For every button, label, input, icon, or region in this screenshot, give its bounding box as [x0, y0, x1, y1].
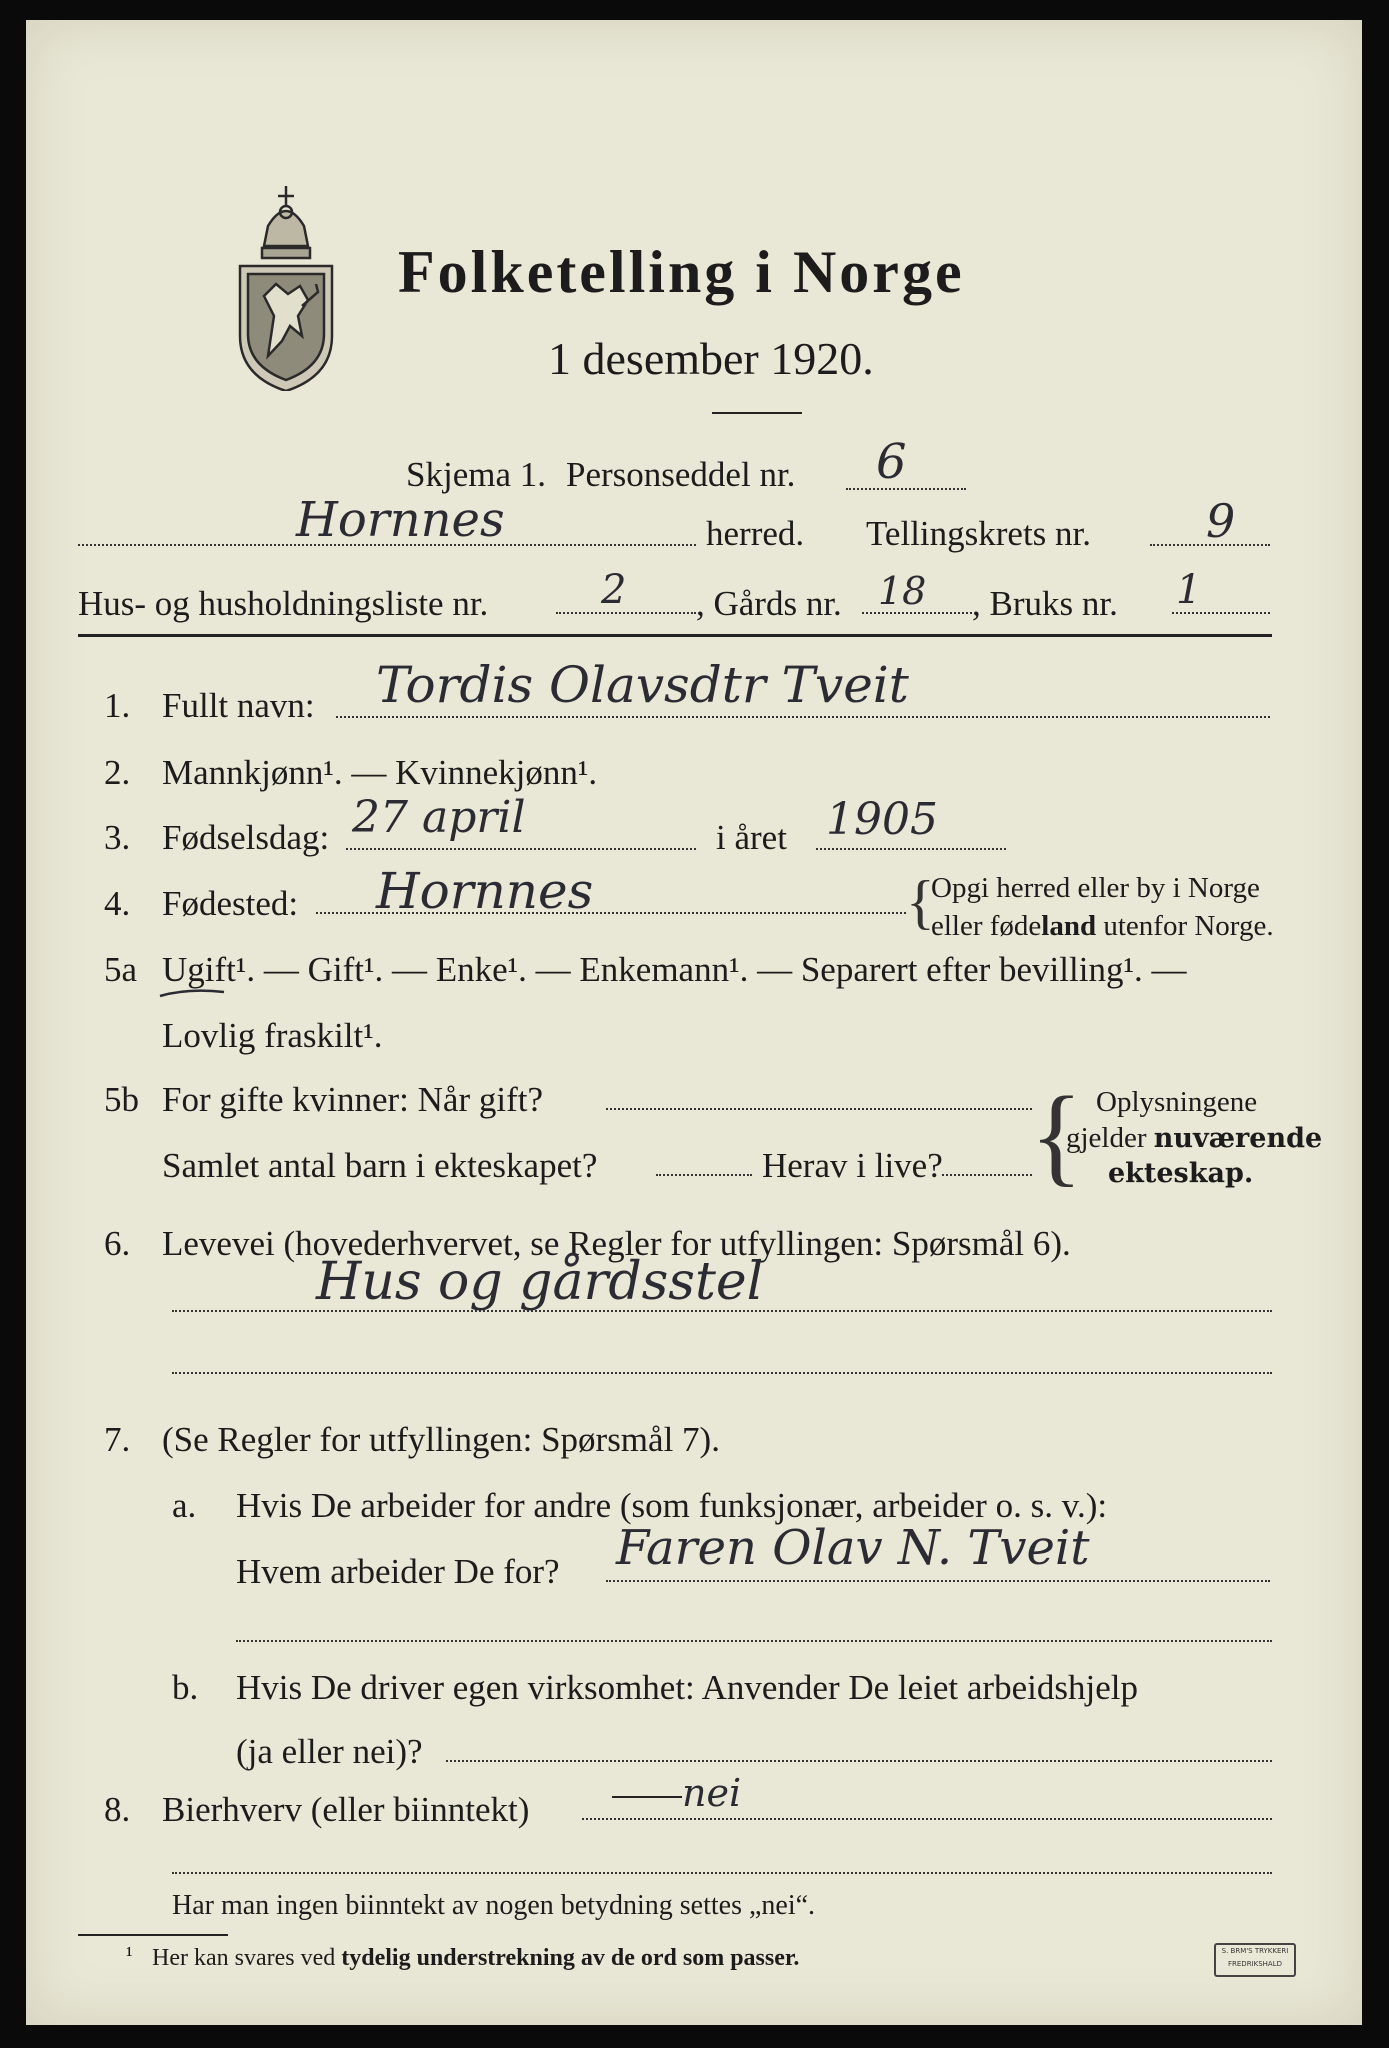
header-divider — [78, 634, 1272, 637]
q3-year-line — [816, 848, 1006, 850]
q7a-line1: Hvis De arbeider for andre (som funksjonær, arbeider o. s. v.): — [236, 1486, 1108, 1525]
q1-number: 1. — [104, 686, 131, 725]
q2-number: 2. — [104, 753, 131, 792]
q3-day-line — [346, 848, 696, 850]
q8-dash-stroke — [612, 1796, 682, 1798]
q8-value: nei — [682, 1771, 742, 1815]
footnote-divider — [78, 1934, 228, 1936]
q5b-note2 — [1066, 1124, 1322, 1153]
q7b-number: b. — [172, 1668, 199, 1707]
q7a-line2: Hvem arbeider De for? — [236, 1552, 560, 1591]
q5a-number: 5a — [104, 950, 138, 989]
form-date: 1 desember 1920. — [548, 333, 874, 384]
gards-value: 18 — [878, 569, 927, 613]
q6-line2 — [172, 1372, 1272, 1374]
q5b-line1: For gifte kvinner: Når gift? — [162, 1080, 544, 1119]
norway-coat-of-arms-icon — [228, 166, 344, 391]
tellingskrets-label: Tellingskrets nr. — [866, 514, 1092, 553]
footnote-mark: ¹ — [126, 1942, 133, 1967]
q6-line1 — [172, 1310, 1272, 1312]
q3-number: 3. — [104, 818, 131, 857]
q4-label: Fødested: — [162, 884, 299, 923]
bruks-label: , Bruks nr. — [972, 584, 1118, 623]
q4-brace: { — [906, 869, 935, 935]
q7a-line — [606, 1580, 1270, 1582]
q4-note-line2 — [931, 912, 1274, 941]
q4-note-line1: Opgi herred eller by i Norge — [931, 872, 1260, 904]
herred-value: Hornnes — [296, 492, 505, 548]
q5b-brace: { — [1030, 1074, 1083, 1196]
q1-line — [336, 716, 1270, 718]
gards-label: , Gårds nr. — [696, 584, 842, 623]
q3-year-value: 1905 — [826, 794, 938, 845]
q3-year-label: i året — [716, 818, 787, 857]
q5b-note3: ekteskap. — [1108, 1158, 1254, 1189]
q4-value: Hornnes — [376, 862, 594, 920]
q7b-line — [446, 1760, 1272, 1762]
skjema-label: Skjema 1. — [406, 455, 546, 494]
q7-number: 7. — [104, 1420, 131, 1459]
printer-stamp: S. BRM'S TRYKKERI FREDRIKSHALD — [1214, 1943, 1296, 1977]
form-title: Folketelling i Norge — [398, 239, 965, 305]
q5b-gift-line — [606, 1108, 1032, 1110]
q1-value: Tordis Olavsdtr Tveit — [376, 656, 909, 714]
q1-label: Fullt navn: — [162, 686, 315, 725]
hus-value: 2 — [601, 567, 627, 613]
q7b-line2: (ja eller nei)? — [236, 1732, 423, 1771]
hus-label: Hus- og husholdningsliste nr. — [78, 584, 489, 623]
q5b-barn-line — [656, 1174, 752, 1176]
q3-label: Fødselsdag: — [162, 818, 330, 857]
q8-label: Bierhverv (eller biinntekt) — [162, 1790, 530, 1829]
q6-value: Hus og gårdsstel — [316, 1252, 764, 1312]
personseddel-value: 6 — [876, 434, 907, 490]
q7a-number: a. — [172, 1486, 197, 1525]
q4-note-a: eller føde — [931, 910, 1042, 942]
q5a-ugift-underline — [158, 986, 228, 1000]
q6-label: Levevei (hovederhvervet, se Regler for utfyllingen: Spørsmål 6). — [162, 1224, 1071, 1263]
q7b-line1: Hvis De driver egen virksomhet: Anvender De leiet arbeidshjelp — [236, 1668, 1138, 1707]
q8-line — [582, 1818, 1272, 1820]
q4-number: 4. — [104, 884, 131, 923]
footnote-b: tydelig understrekning av de ord som passer. — [341, 1945, 800, 1971]
q4-note-c: utenfor Norge. — [1096, 910, 1274, 942]
q6-number: 6. — [104, 1224, 131, 1263]
q2-label: Mannkjønn¹. — Kvinnekjønn¹. — [162, 753, 598, 792]
q5b-line2b: Herav i live? — [762, 1146, 943, 1185]
herred-label: herred. — [706, 514, 805, 553]
title-divider — [712, 412, 802, 414]
q8-line2 — [172, 1872, 1272, 1874]
footnote-a: Her kan svares ved — [152, 1945, 342, 1971]
q5b-note1: Oplysningene — [1096, 1086, 1258, 1118]
q3-value: 27 april — [352, 792, 526, 843]
hus-line — [556, 612, 696, 614]
q5b-number: 5b — [104, 1080, 139, 1119]
q5b-line2a: Samlet antal barn i ekteskapet? — [162, 1146, 598, 1185]
q5b-note2b: nuværende — [1153, 1123, 1323, 1154]
q8-number: 8. — [104, 1790, 131, 1829]
q7-label: (Se Regler for utfyllingen: Spørsmål 7). — [162, 1420, 720, 1459]
footnote-text — [152, 1946, 799, 1970]
personseddel-label: Personseddel nr. — [566, 455, 796, 494]
q5a-line1: Ugift¹. — Gift¹. — Enke¹. — Enkemann¹. — Separert efter bevilling¹. — — [162, 950, 1187, 989]
q5b-live-line — [942, 1174, 1032, 1176]
q5a-line2: Lovlig fraskilt¹. — [162, 1016, 383, 1055]
q7a-line-extra — [236, 1640, 1272, 1642]
q7a-value: Faren Olav N. Tveit — [616, 1520, 1090, 1576]
footer-note: Har man ingen biinntekt av nogen betydning settes „nei“. — [172, 1890, 816, 1921]
q5b-note2a: gjelder — [1066, 1122, 1154, 1154]
tellingskrets-value: 9 — [1206, 494, 1236, 548]
q4-note-b: land — [1041, 910, 1097, 942]
bruks-value: 1 — [1176, 567, 1202, 613]
census-form-page — [26, 20, 1362, 2025]
